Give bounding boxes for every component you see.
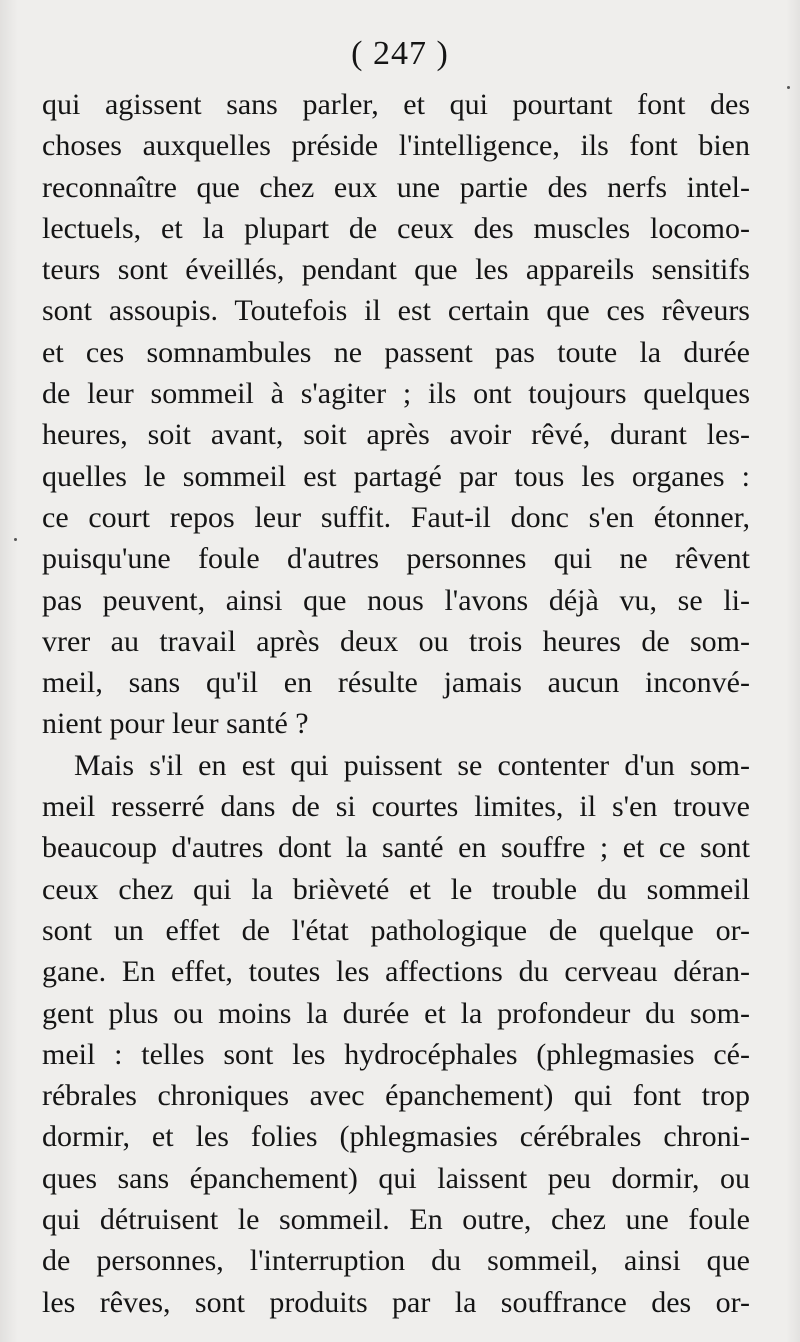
text-line: vrer au travail après deux ou trois heures de som- xyxy=(42,624,750,658)
text-line: beaucoup d'autres dont la santé en souffre ; et ce sont xyxy=(42,831,750,865)
text-line: heures, soit avant, soit après avoir rêvé, durant les- xyxy=(42,418,750,452)
text-line: et ces somnambules ne passent pas toute la durée xyxy=(42,335,750,369)
ink-speck xyxy=(787,86,790,89)
text-line: qui détruisent le sommeil. En outre, chez une foule xyxy=(42,1203,750,1237)
text-line: les rêves, sont produits par la souffrance des or- xyxy=(42,1285,750,1319)
text-line: puisqu'une foule d'autres personnes qui ne rêvent xyxy=(42,542,750,576)
text-line: qui agissent sans parler, et qui pourtant font des xyxy=(42,88,750,121)
text-line: nient pour leur santé ? xyxy=(42,707,309,741)
text-line: meil resserré dans de si courtes limites, il s'en trouve xyxy=(42,790,750,824)
text-line: rébrales chroniques avec épanchement) qui font trop xyxy=(42,1079,750,1113)
text-line: ques sans épanchement) qui laissent peu dormir, ou xyxy=(42,1161,750,1195)
text-line: de leur sommeil à s'agiter ; ils ont toujours quelques xyxy=(42,377,750,411)
text-line: Mais s'il en est qui puissent se contenter d'un som- xyxy=(74,748,750,782)
text-line: gane. En effet, toutes les affections du cerveau déran- xyxy=(42,955,750,989)
text-line: ceux chez qui la brièveté et le trouble du sommeil xyxy=(42,872,750,906)
text-line: sont assoupis. Toutefois il est certain que ces rêveurs xyxy=(42,294,750,328)
text-line: ce court repos leur suffit. Faut-il donc s'en étonner, xyxy=(42,500,750,534)
text-line: quelles le sommeil est partagé par tous les organes : xyxy=(42,459,750,493)
paragraph-2 xyxy=(42,745,750,1323)
text-line: pas peuvent, ainsi que nous l'avons déjà vu, se li- xyxy=(42,583,750,617)
text-line: sont un effet de l'état pathologique de quelque or- xyxy=(42,913,750,947)
text-line: meil, sans qu'il en résulte jamais aucun inconvé- xyxy=(42,666,750,700)
text-line: de personnes, l'interruption du sommeil, ainsi que xyxy=(42,1244,750,1278)
text-line: teurs sont éveillés, pendant que les appareils sensitifs xyxy=(42,253,750,287)
body-text xyxy=(42,84,750,1323)
text-line: reconnaître que chez eux une partie des nerfs intel- xyxy=(42,170,750,204)
page-number: ( 247 ) xyxy=(351,35,449,72)
text-line: gent plus ou moins la durée et la profondeur du som- xyxy=(42,996,750,1030)
text-line: choses auxquelles préside l'intelligence, ils font bien xyxy=(42,129,750,163)
paragraph-1 xyxy=(42,84,750,745)
text-line: lectuels, et la plupart de ceux des muscles locomo- xyxy=(42,211,750,245)
text-line: meil : telles sont les hydrocéphales (phlegmasies cé- xyxy=(42,1037,750,1071)
text-line: dormir, et les folies (phlegmasies cérébrales chroni- xyxy=(42,1120,750,1154)
ink-speck xyxy=(14,538,17,541)
